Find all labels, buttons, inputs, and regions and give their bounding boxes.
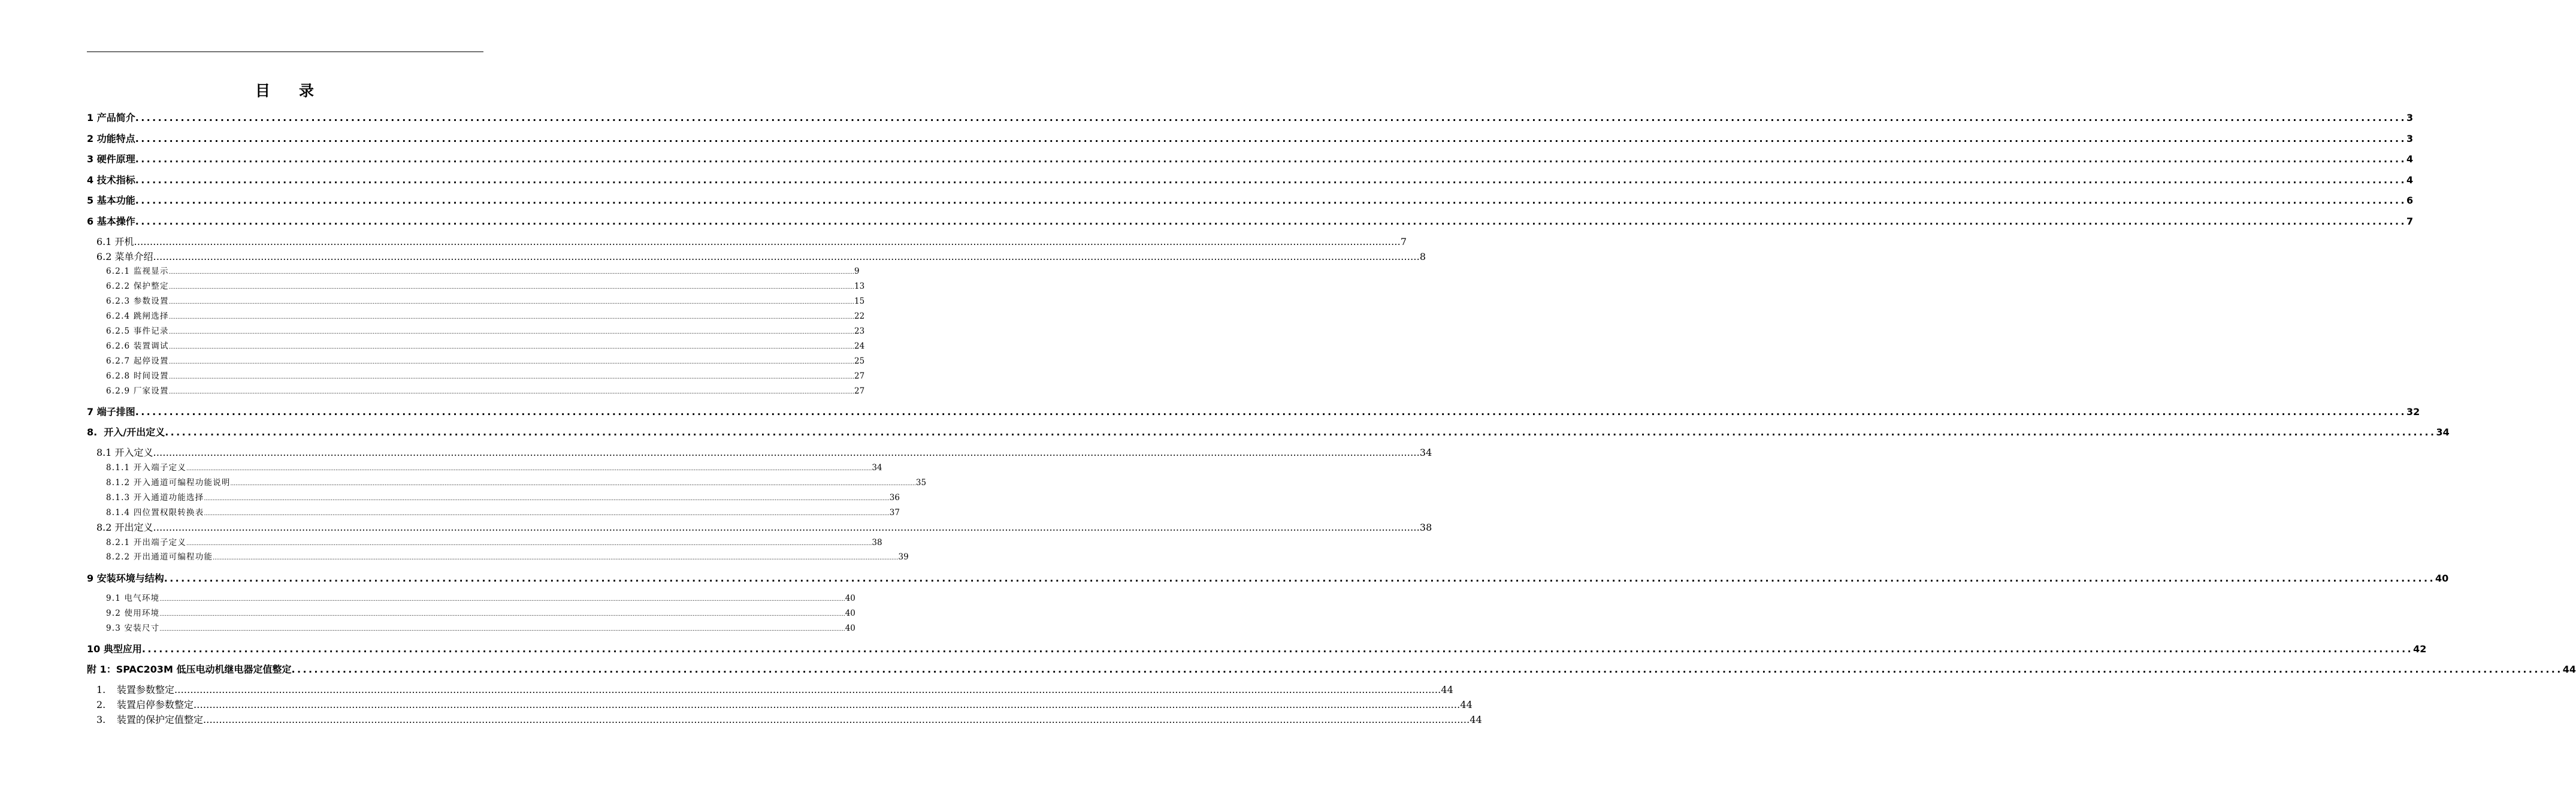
toc-entry[interactable]: [106, 537, 882, 550]
toc-entry-page: 24: [854, 341, 865, 351]
toc-entry-page: 44: [1441, 684, 1453, 695]
toc-entry-page: 7: [1400, 236, 1407, 247]
leader-dots: ................................................................................................................................................................................................................................................................................................................................................................................................................: [141, 643, 2414, 655]
leader-dots: ................................................................................................................................................................................................................................................................................................................................................................................................................: [168, 344, 854, 350]
toc-entry-label: 6.2.7 起停设置: [106, 356, 169, 366]
leader-dots: ................................................................................................................................................................................................................................................................................................................................................................................................................: [193, 699, 1461, 710]
toc-entry-page: 25: [854, 356, 865, 366]
toc-entry-page: 3: [2406, 133, 2414, 144]
toc-entry-page: 13: [854, 282, 865, 291]
toc-entry[interactable]: [106, 462, 882, 475]
toc-entry-label: 6.2.4 跳闸选择: [106, 311, 169, 321]
toc-entry-label: 8. 开入/开出定义: [87, 426, 165, 438]
toc-entry[interactable]: [106, 340, 865, 353]
toc-entry[interactable]: [106, 592, 855, 606]
toc-entry-page: 40: [845, 609, 855, 618]
leader-dots: ................................................................................................................................................................................................................................................................................................................................................................................................................: [168, 374, 854, 380]
toc-entry[interactable]: [106, 477, 927, 490]
toc-entry-label: 5 基本功能: [87, 195, 135, 206]
toc-entry-page: 34: [2436, 426, 2450, 438]
leader-dots: ................................................................................................................................................................................................................................................................................................................................................................................................................: [135, 153, 2406, 165]
toc-entry[interactable]: [96, 713, 1482, 727]
toc-entry-page: 42: [2413, 643, 2427, 655]
toc-entry-label: 9.1 电气环境: [106, 594, 160, 603]
toc-entry-label: 6.2.3 参数设置: [106, 296, 169, 306]
toc-entry[interactable]: [106, 280, 865, 293]
toc-entry-label: 6.2.6 装置调试: [106, 341, 169, 351]
toc-entry-label: 8.2.1 开出端子定义: [106, 538, 187, 547]
leader-dots: ................................................................................................................................................................................................................................................................................................................................................................................................................: [186, 466, 872, 472]
toc-entry-page: 38: [1419, 522, 1432, 533]
toc-entry-label: 9 安装环境与结构: [87, 573, 164, 584]
toc-entry-number: 1.: [96, 684, 106, 695]
toc-entry[interactable]: [87, 153, 2414, 166]
toc-entry-page: 39: [898, 552, 909, 562]
toc-entry-page: 3: [2406, 112, 2414, 123]
toc-entry[interactable]: [106, 325, 865, 338]
leader-dots: ................................................................................................................................................................................................................................................................................................................................................................................................................: [168, 285, 854, 290]
toc-entry-page: 27: [854, 371, 865, 381]
toc-entry[interactable]: [96, 235, 1407, 249]
toc-entry-label: 2 功能特点: [87, 133, 135, 144]
toc-entry[interactable]: [106, 607, 855, 621]
toc-entry[interactable]: [87, 643, 2427, 656]
toc-entry-page: 36: [889, 493, 900, 503]
toc-entry[interactable]: [87, 111, 2414, 125]
toc-entry[interactable]: [87, 663, 2576, 676]
toc-entry-label: 装置参数整定: [117, 684, 175, 695]
toc-entry-page: 6: [2406, 195, 2414, 206]
toc-entry[interactable]: [87, 132, 2414, 146]
title-char-2: 录: [299, 82, 315, 99]
toc-entry-label: 3 硬件原理: [87, 153, 135, 165]
leader-dots: ................................................................................................................................................................................................................................................................................................................................................................................................................: [134, 236, 1401, 247]
toc-entry[interactable]: [106, 507, 900, 520]
toc-entry-page: 44: [2562, 664, 2576, 675]
toc-entry-page: 23: [854, 326, 865, 336]
toc-entry-page: 38: [872, 538, 882, 547]
toc-entry-label: 6.2.2 保护整定: [106, 282, 169, 291]
leader-dots: ................................................................................................................................................................................................................................................................................................................................................................................................................: [203, 714, 1470, 725]
leader-dots: ................................................................................................................................................................................................................................................................................................................................................................................................................: [168, 359, 854, 365]
toc-entry[interactable]: [106, 265, 860, 279]
toc-entry-page: 40: [845, 594, 855, 603]
leader-dots: ................................................................................................................................................................................................................................................................................................................................................................................................................: [291, 664, 2563, 675]
toc-entry-page: 4: [2406, 174, 2414, 186]
leader-dots: ................................................................................................................................................................................................................................................................................................................................................................................................................: [135, 195, 2406, 206]
toc-entry-label: 7 端子排图: [87, 406, 135, 417]
toc-entry-label: 8.1.3 开入通道功能选择: [106, 493, 204, 503]
toc-entry-page: 34: [872, 463, 882, 473]
leader-dots: ................................................................................................................................................................................................................................................................................................................................................................................................................: [204, 496, 890, 502]
toc-entry-page: 22: [854, 311, 865, 321]
toc-entry-label: 8.1.4 四位置权限转换表: [106, 508, 204, 518]
leader-dots: ................................................................................................................................................................................................................................................................................................................................................................................................................: [135, 112, 2406, 123]
toc-entry-label: 装置的保护定值整定: [117, 714, 204, 725]
leader-dots: ................................................................................................................................................................................................................................................................................................................................................................................................................: [135, 174, 2406, 186]
toc-entry-label: 8.1.1 开入端子定义: [106, 463, 187, 473]
toc-entry-label: 8.2 开出定义: [96, 522, 153, 533]
toc-entry-label: 9.3 安装尺寸: [106, 624, 160, 633]
leader-dots: ................................................................................................................................................................................................................................................................................................................................................................................................................: [159, 612, 845, 618]
toc-entry[interactable]: [87, 194, 2414, 207]
toc-entry-page: 8: [1419, 251, 1426, 262]
leader-dots: ................................................................................................................................................................................................................................................................................................................................................................................................................: [186, 541, 872, 547]
toc-entry[interactable]: [87, 426, 2450, 439]
toc-entry-label: 6.2.5 事件记录: [106, 326, 169, 336]
leader-dots: ................................................................................................................................................................................................................................................................................................................................................................................................................: [168, 314, 854, 320]
leader-dots: ................................................................................................................................................................................................................................................................................................................................................................................................................: [230, 481, 916, 487]
toc-entry-page: 9: [854, 267, 860, 276]
toc-entry-label: 装置启停参数整定: [117, 699, 194, 710]
leader-dots: ................................................................................................................................................................................................................................................................................................................................................................................................................: [204, 511, 890, 517]
toc-entry-number: 2.: [96, 699, 106, 710]
toc-entry[interactable]: [87, 215, 2414, 228]
toc-entry-page: 40: [2435, 573, 2449, 584]
toc-entry-page: 4: [2406, 153, 2414, 165]
toc-entry-label: 1 产品简介: [87, 112, 135, 123]
toc-entry[interactable]: [87, 405, 2420, 419]
leader-dots: ................................................................................................................................................................................................................................................................................................................................................................................................................: [165, 426, 2436, 438]
toc-entry[interactable]: [106, 370, 865, 383]
leader-dots: ................................................................................................................................................................................................................................................................................................................................................................................................................: [159, 597, 845, 603]
toc-entry[interactable]: [106, 310, 865, 323]
toc-entry-label: 6.1 开机: [96, 236, 134, 247]
toc-entry-label: 8.1 开入定义: [96, 447, 153, 458]
toc-entry-label: 6.2.1 监视显示: [106, 267, 169, 276]
toc-entry-page: 44: [1470, 714, 1482, 725]
leader-dots: ................................................................................................................................................................................................................................................................................................................................................................................................................: [174, 684, 1441, 695]
leader-dots: ................................................................................................................................................................................................................................................................................................................................................................................................................: [168, 299, 854, 305]
toc-entry[interactable]: [106, 492, 900, 505]
title-char-1: 目: [255, 82, 270, 99]
toc-entry-label: 6 基本操作: [87, 216, 135, 227]
leader-dots: ................................................................................................................................................................................................................................................................................................................................................................................................................: [135, 133, 2406, 144]
toc-entry[interactable]: [106, 385, 865, 398]
toc-entry[interactable]: [96, 698, 1473, 712]
toc-entry-page: 7: [2406, 216, 2414, 227]
toc-entry[interactable]: [106, 355, 865, 368]
leader-dots: ................................................................................................................................................................................................................................................................................................................................................................................................................: [135, 216, 2406, 227]
leader-dots: ................................................................................................................................................................................................................................................................................................................................................................................................................: [168, 389, 854, 395]
leader-dots: ................................................................................................................................................................................................................................................................................................................................................................................................................: [168, 329, 854, 335]
leader-dots: ................................................................................................................................................................................................................................................................................................................................................................................................................: [164, 573, 2435, 584]
leader-dots: ................................................................................................................................................................................................................................................................................................................................................................................................................: [153, 251, 1420, 262]
toc-entry-page: 15: [854, 296, 865, 306]
leader-dots: ................................................................................................................................................................................................................................................................................................................................................................................................................: [153, 447, 1420, 458]
toc-entry[interactable]: [106, 622, 855, 635]
toc-entry[interactable]: [87, 572, 2449, 585]
toc-entry-label: 10 典型应用: [87, 643, 142, 655]
toc-entry-label: 6.2 菜单介绍: [96, 251, 153, 262]
leader-dots: ................................................................................................................................................................................................................................................................................................................................................................................................................: [135, 406, 2406, 417]
leader-dots: ................................................................................................................................................................................................................................................................................................................................................................................................................: [159, 627, 845, 632]
toc-entry-page: 27: [854, 386, 865, 396]
toc-entry-page: 40: [845, 624, 855, 633]
toc-entry-page: 44: [1460, 699, 1473, 710]
toc-entry[interactable]: [96, 683, 1453, 697]
leader-dots: ................................................................................................................................................................................................................................................................................................................................................................................................................: [153, 522, 1420, 533]
toc-entry-number: 3.: [96, 714, 106, 725]
toc-entry-label: 6.2.9 厂家设置: [106, 386, 169, 396]
toc-entry-page: 37: [889, 508, 900, 518]
leader-dots: ................................................................................................................................................................................................................................................................................................................................................................................................................: [213, 555, 899, 561]
leader-dots: ................................................................................................................................................................................................................................................................................................................................................................................................................: [168, 270, 854, 276]
toc-entry-label: 8.2.2 开出通道可编程功能: [106, 552, 213, 562]
toc-entry-page: 34: [1419, 447, 1432, 458]
toc-entry[interactable]: [87, 174, 2414, 187]
toc-entry[interactable]: [106, 551, 909, 564]
toc-entry-page: 32: [2406, 406, 2420, 417]
toc-entry[interactable]: [96, 521, 1432, 534]
toc-entry-label: 8.1.2 开入通道可编程功能说明: [106, 478, 231, 488]
toc-entry-label: 4 技术指标: [87, 174, 135, 186]
toc-entry-label: 6.2.8 时间设置: [106, 371, 169, 381]
toc-entry-label: 9.2 使用环境: [106, 609, 160, 618]
toc-entry-label: 附 1：SPAC203M 低压电动机继电器定值整定: [87, 664, 292, 675]
toc-entry-page: 35: [915, 478, 927, 488]
toc-entry[interactable]: [106, 295, 865, 308]
toc-entry[interactable]: [96, 446, 1432, 459]
toc-entry[interactable]: [96, 250, 1426, 264]
